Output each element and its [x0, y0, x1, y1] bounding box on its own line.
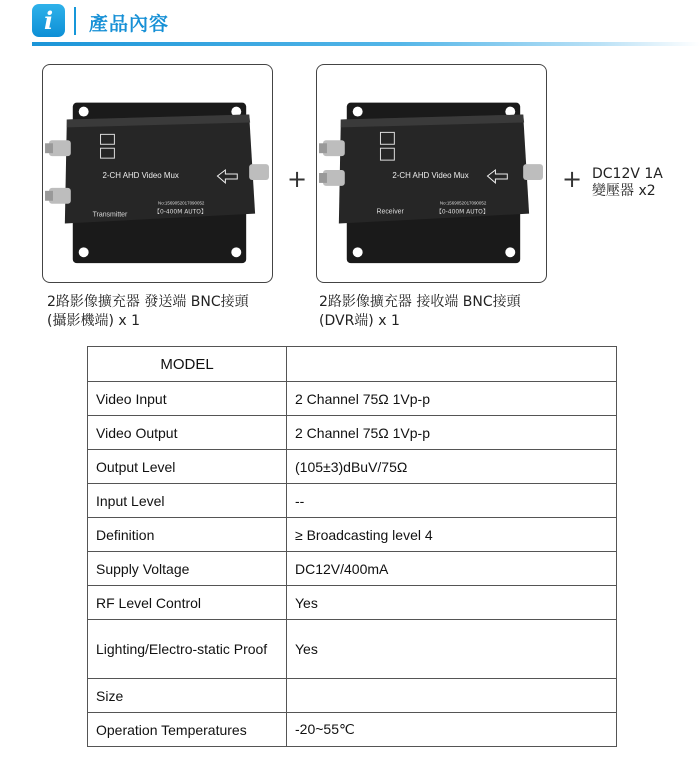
power-adapter-label [592, 166, 663, 200]
table-header-cell: MODEL [88, 347, 287, 382]
plus-sign: + [562, 165, 583, 193]
device-type-label: Transmitter [92, 211, 128, 219]
transmitter-photo [42, 64, 273, 283]
table-row [88, 586, 617, 620]
device-range-label: 【0-400M AUTO】 [435, 208, 489, 216]
adapter-spec: DC12V 1A [592, 166, 663, 182]
table-row [88, 518, 617, 552]
spec-value [287, 679, 617, 713]
table-row [88, 679, 617, 713]
table-row [88, 484, 617, 518]
device-type-label: Receiver [376, 208, 404, 216]
spec-label: Supply Voltage [88, 552, 287, 586]
table-row [88, 552, 617, 586]
device-panel-label: 2-CH AHD Video Mux [392, 170, 469, 180]
spec-label: RF Level Control [88, 586, 287, 620]
caption-line: (攝影機端) x 1 [47, 313, 141, 329]
spec-value: Yes [287, 620, 617, 679]
spec-label: Size [88, 679, 287, 713]
spec-value: (105±3)dBuV/75Ω [287, 450, 617, 484]
receiver-photo [316, 64, 547, 283]
spec-label: Video Output [88, 416, 287, 450]
device-body [339, 115, 529, 224]
spec-label: Output Level [88, 450, 287, 484]
table-row [88, 620, 617, 679]
spec-label: Lighting/Electro-static Proof [88, 620, 287, 679]
table-row [88, 713, 617, 747]
plus-sign: + [287, 165, 308, 193]
spec-value: 2 Channel 75Ω 1Vp-p [287, 382, 617, 416]
receiver-caption [319, 293, 521, 331]
caption-line: (DVR端) x 1 [319, 313, 400, 329]
adapter-quantity: 變壓器 x2 [592, 183, 656, 199]
device-body [65, 115, 255, 224]
spec-label: Operation Temperatures [88, 713, 287, 747]
table-row [88, 450, 617, 484]
table-row [88, 416, 617, 450]
caption-line: 2路影像擴充器 發送端 BNC接頭 [47, 294, 249, 310]
spec-value: Yes [287, 586, 617, 620]
spec-value: -20~55℃ [287, 713, 617, 747]
caption-line: 2路影像擴充器 接收端 BNC接頭 [319, 294, 521, 310]
spec-value: ≥ Broadcasting level 4 [287, 518, 617, 552]
header-divider [74, 7, 76, 35]
spec-label: Input Level [88, 484, 287, 518]
spec-label: Definition [88, 518, 287, 552]
transmitter-device-image [43, 65, 272, 282]
spec-value: -- [287, 484, 617, 518]
device-range-label: 【0-400M AUTO】 [154, 208, 207, 216]
section-title: 產品內容 [89, 13, 170, 35]
table-header-cell [287, 347, 617, 382]
spec-value: DC12V/400mA [287, 552, 617, 586]
bnc-connector-icon [249, 164, 269, 180]
header-underline [32, 42, 700, 46]
spec-value: 2 Channel 75Ω 1Vp-p [287, 416, 617, 450]
bnc-connector-icon [523, 164, 543, 180]
table-row [88, 382, 617, 416]
transmitter-caption [47, 293, 249, 331]
info-icon: i [32, 4, 65, 37]
receiver-device-image [317, 65, 546, 282]
device-panel-label: 2-CH AHD Video Mux [102, 170, 179, 180]
section-header [32, 4, 700, 44]
table-header-row [88, 347, 617, 382]
device-serial: No:1569052017090052 [439, 200, 487, 206]
spec-label: Video Input [88, 382, 287, 416]
device-serial: No:1569052017090052 [157, 200, 205, 206]
spec-table [87, 346, 617, 747]
